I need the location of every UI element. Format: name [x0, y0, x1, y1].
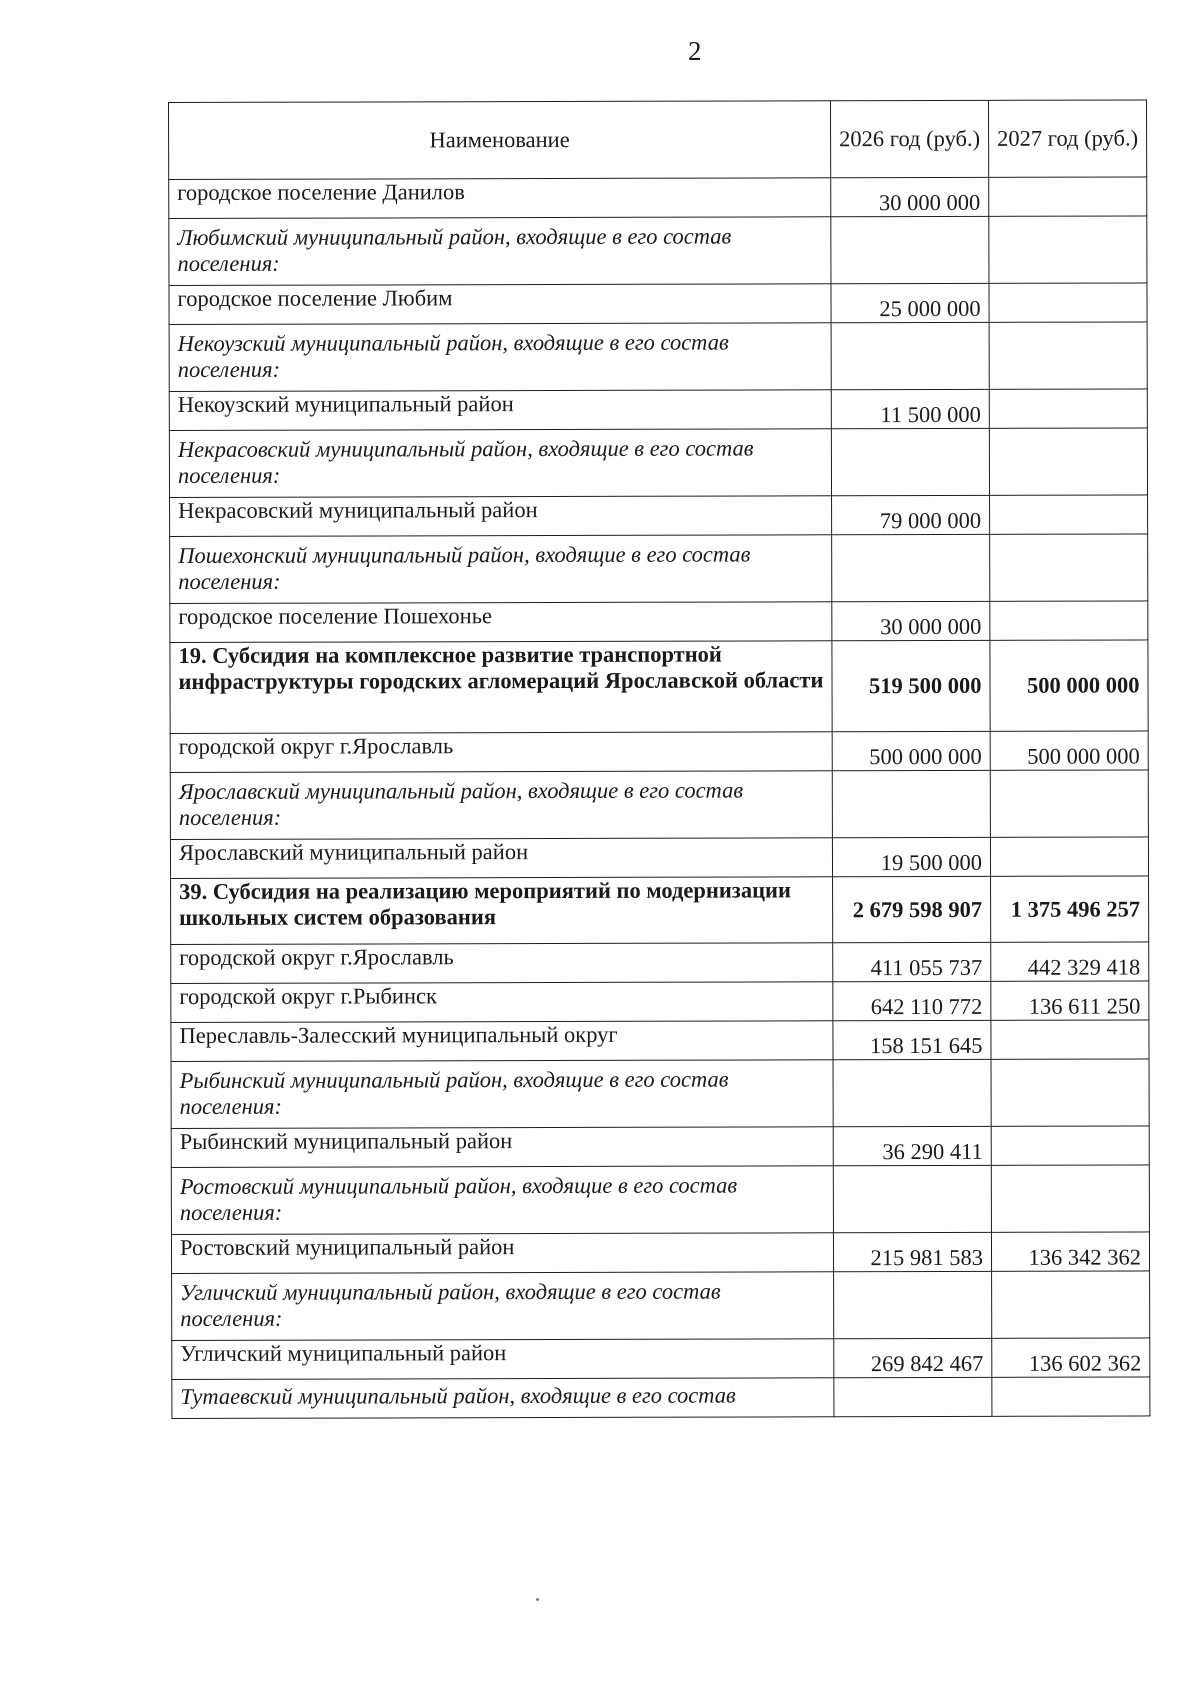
table-row [171, 1126, 1149, 1168]
budget-table [168, 99, 1150, 1419]
row-value-2027 [989, 177, 1147, 216]
row-value-2027 [991, 1059, 1149, 1126]
table-row [170, 601, 1148, 643]
row-value-2026: 642 110 772 [833, 981, 991, 1020]
row-value-2027 [989, 322, 1147, 389]
row-value-2027 [990, 601, 1148, 640]
row-value-2026: 25 000 000 [831, 283, 989, 322]
scan-speck [536, 1598, 539, 1601]
table-row [170, 495, 1148, 537]
table-row [172, 1338, 1150, 1380]
row-value-2026 [832, 534, 990, 601]
table-row [171, 981, 1149, 1023]
table-row [170, 731, 1148, 773]
subsidy-name: 19. Субсидия на комплексное развитие транспортной инфраструктуры городских агломераций Ярославской области [170, 641, 832, 734]
row-value-2026 [831, 428, 989, 495]
row-value-2027 [991, 1020, 1149, 1059]
page-number: 2 [688, 36, 702, 66]
row-name: Рыбинский муниципальный район, входящие в его состав поселения: [171, 1060, 833, 1129]
table-row [169, 389, 1147, 431]
subsidy-total-2026: 2 679 598 907 [833, 876, 991, 942]
header-2027: 2027 год (руб.) [988, 100, 1146, 177]
row-value-2027 [989, 428, 1147, 495]
row-value-2027 [991, 1165, 1149, 1232]
row-name: Некрасовский муниципальный район, входящие в его состав поселения: [169, 429, 831, 498]
row-value-2026 [831, 216, 989, 283]
table-row [170, 534, 1148, 604]
table-row [169, 216, 1147, 286]
row-name: городской округ г.Ярославль [171, 943, 833, 984]
row-value-2027 [989, 283, 1147, 322]
header-2026: 2026 год (руб.) [830, 100, 988, 177]
table-row [169, 322, 1147, 392]
row-name: городской округ г.Ярославль [170, 732, 832, 773]
row-name: Некоузский муниципальный район, входящие в его состав поселения: [169, 323, 831, 392]
row-value-2027: 136 602 362 [992, 1338, 1150, 1377]
table-row [171, 1232, 1149, 1274]
row-value-2026 [834, 1377, 992, 1416]
row-name: Некрасовский муниципальный район [170, 496, 832, 537]
table-row [169, 283, 1147, 325]
table-header [169, 100, 1147, 180]
table-row [170, 837, 1148, 879]
row-name: Ростовский муниципальный район [171, 1233, 833, 1274]
row-name: Угличский муниципальный район, входящие в его состав поселения: [172, 1272, 834, 1341]
row-value-2027 [992, 1271, 1150, 1338]
row-value-2026 [831, 322, 989, 389]
row-name: Переславль-Залесский муниципальный округ [171, 1021, 833, 1062]
row-name: городское поселение Пошехонье [170, 602, 832, 643]
table-body [169, 177, 1150, 1419]
table-row [171, 1059, 1149, 1129]
row-name: Ярославский муниципальный район, входящие в его состав поселения: [170, 771, 832, 840]
row-name: Ростовский муниципальный район, входящие в его состав поселения: [171, 1166, 833, 1235]
row-name: Тутаевский муниципальный район, входящие в его состав [172, 1378, 834, 1419]
row-value-2026 [833, 1059, 991, 1126]
row-value-2026: 269 842 467 [834, 1338, 992, 1377]
row-value-2026 [833, 1165, 991, 1232]
table-row [171, 1020, 1149, 1062]
subsidy-row [170, 640, 1148, 734]
row-value-2026: 36 290 411 [833, 1126, 991, 1165]
row-value-2026: 30 000 000 [832, 601, 990, 640]
table-row [171, 942, 1149, 984]
row-value-2027 [990, 495, 1148, 534]
row-value-2026: 158 151 645 [833, 1020, 991, 1059]
row-value-2027 [992, 1377, 1150, 1416]
subsidy-name: 39. Субсидия на реализацию мероприятий по модернизации школьных систем образования [171, 877, 833, 945]
row-value-2027: 442 329 418 [991, 942, 1149, 981]
row-value-2027 [990, 770, 1148, 837]
subsidy-total-2027: 1 375 496 257 [991, 876, 1149, 942]
row-value-2026: 79 000 000 [832, 495, 990, 534]
row-name: Ярославский муниципальный район [170, 838, 832, 879]
subsidy-total-2027: 500 000 000 [990, 640, 1148, 731]
table-row [170, 770, 1148, 840]
table-row [169, 177, 1147, 219]
row-name: Угличский муниципальный район [172, 1339, 834, 1380]
row-name: городское поселение Любим [169, 284, 831, 325]
header-name: Наименование [169, 101, 831, 180]
table-row [172, 1377, 1150, 1419]
row-value-2026: 500 000 000 [832, 731, 990, 770]
row-name: городской округ г.Рыбинск [171, 982, 833, 1023]
row-name: Рыбинский муниципальный район [171, 1127, 833, 1168]
row-value-2027: 136 342 362 [991, 1232, 1149, 1271]
row-value-2026 [832, 770, 990, 837]
row-value-2026 [834, 1271, 992, 1338]
row-name: городское поселение Данилов [169, 178, 831, 219]
row-value-2027 [989, 216, 1147, 283]
subsidy-total-2026: 519 500 000 [832, 640, 990, 731]
row-value-2027 [990, 837, 1148, 876]
row-name: Пошехонский муниципальный район, входящие в его состав поселения: [170, 535, 832, 604]
table-row [172, 1271, 1150, 1341]
subsidy-row [171, 876, 1149, 945]
table-row [169, 428, 1147, 498]
row-value-2026: 411 055 737 [833, 942, 991, 981]
row-value-2027 [990, 534, 1148, 601]
row-value-2027: 136 611 250 [991, 981, 1149, 1020]
table-row [171, 1165, 1149, 1235]
row-value-2026: 215 981 583 [833, 1232, 991, 1271]
row-value-2026: 19 500 000 [832, 837, 990, 876]
row-value-2027 [989, 389, 1147, 428]
row-value-2027: 500 000 000 [990, 731, 1148, 770]
row-name: Любимский муниципальный район, входящие в его состав поселения: [169, 217, 831, 286]
row-value-2026: 30 000 000 [831, 177, 989, 216]
row-value-2026: 11 500 000 [831, 389, 989, 428]
row-name: Некоузский муниципальный район [169, 390, 831, 431]
row-value-2027 [991, 1126, 1149, 1165]
